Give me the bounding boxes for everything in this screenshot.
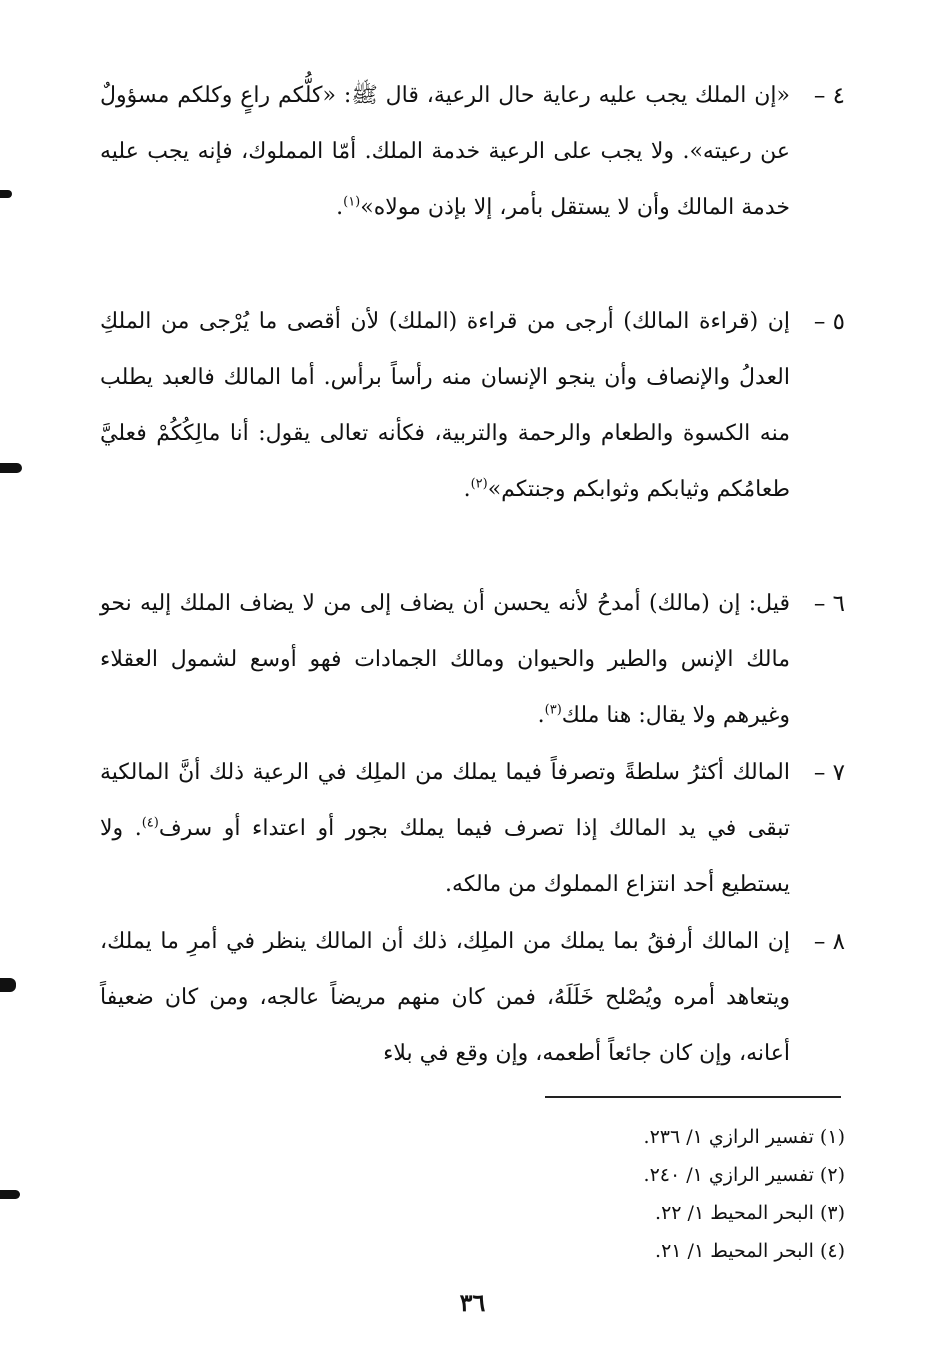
footnote-ref-2: (٢) [470,476,488,492]
item-text: «إن الملك يجب عليه رعاية حال الرعية، قال ﷺ: «كلُّكم راعٍ وكلكم مسؤولٌ عن رعيته». ولا يجب على الرعية خدمة الملك. أمّا المملوك، فإنه يجب عليه خدمة المالك وأن لا يستقل بأمر، إلا بإذن مولاه»$^{(١)}$. [100,83,790,220]
scan-margin-mark [0,463,22,473]
item-number: ٥ – [813,309,845,335]
scan-margin-mark [0,1190,20,1199]
item-text: قيل: إن (مالك) أمدحُ لأنه يحسن أن يضاف إلى من لا يضاف الملك إليه نحو مالك الإنس والطير والحيوان ومالك الجمادات فهو أوسع لشمول العقلاء وغيرهم ولا يقال: هنا ملك$^{(٣)}$. [100,591,790,728]
item-number: ٤ – [813,83,845,109]
footnote-1: (١) تفسير الرازي ١/ ٢٣٦. [643,1126,845,1148]
item-text: إن (قراءة المالك) أرجى من قراءة (الملك) لأن أقصى ما يُرْجى من الملكِ العدلُ والإنصاف وأن ينجو الإنسان منه رأساً برأس. أما المالك فالعبد يطلب منه الكسوة والطعام والرحمة والتربية، فكأنه تعالى يقول: أنا مالِكُكُمْ فعليَّ طعامُكم وثيابكم وثوابكم وجنتكم»$^{(٢)}$. [100,309,790,502]
footnotes [345,1118,845,1270]
item-text-after: . ولا يستطيع أحد انتزاع المملوك من مالكه. [100,816,790,897]
item-text [100,745,790,913]
footnote-3: (٣) البحر المحيط ١/ ٢٢. [655,1202,845,1224]
item-text-main: المالك أكثرُ سلطةً وتصرفاً فيما يملك من الملِك في الرعية ذلك أنَّ المالكية تبقى في يد المالك إذا تصرف فيما يملك بجور أو اعتداء أو سرف [100,760,790,841]
item-text [100,914,790,1082]
footnote-4: (٤) البحر المحيط ١/ ٢١. [655,1240,845,1262]
item-number: ٨ – [813,929,845,955]
footnote-2: (٢) تفسير الرازي ١/ ٢٤٠. [643,1164,845,1186]
page-number: ٣٦ [459,1288,486,1317]
item-number: ٦ – [813,591,845,617]
footnote-ref-3: (٣) [544,702,562,718]
item-text-main: قيل: إن (مالك) أمدحُ لأنه يحسن أن يضاف إلى من لا يضاف الملك إليه نحو مالك الإنس والطير والحيوان ومالك الجمادات فهو أوسع لشمول العقلاء وغيرهم ولا يقال: هنا ملك [100,591,790,728]
list-item-7 [100,745,845,913]
item-text-main: «إن الملك يجب عليه رعاية حال الرعية، قال ﷺ: «كلُّكم راعٍ وكلكم مسؤولٌ عن رعيته». ولا يجب على الرعية خدمة الملك. أمّا المملوك، فإنه يجب عليه خدمة المالك وأن لا يستقل بأمر، إلا بإذن مولاه» [100,83,790,220]
scan-margin-mark [0,978,16,992]
item-text-main: إن المالك أرفقُ بما يملك من الملِك، ذلك أن المالك ينظر في أمرِ ما يملك، ويتعاهد أمره ويُصْلح خَلَلَهُ، فمن كان منهم مريضاً عالجه، ومن كان ضعيفاً أعانه، وإن كان جائعاً أطعمه، وإن وقع في بلاء [100,929,790,1066]
footnote-ref-4: (٤) [141,815,159,831]
footnote-divider [545,1096,841,1098]
scan-margin-mark [0,190,12,198]
item-text-main: إن (قراءة المالك) أرجى من قراءة (الملك) لأن أقصى ما يُرْجى من الملكِ العدلُ والإنصاف وأن ينجو الإنسان منه رأساً برأس. أما المالك فالعبد يطلب منه الكسوة والطعام والرحمة والتربية، فكأنه تعالى يقول: أنا مالِكُكُمْ فعليَّ طعامُكم وثيابكم وثوابكم وجنتكم» [100,309,790,502]
list-item-5 [100,294,845,518]
footnote-ref-1: (١) [343,194,361,210]
item-number: ٧ – [813,760,845,786]
list-item-6 [100,576,845,744]
list-item-4 [100,68,845,236]
list-item-8 [100,914,845,1082]
